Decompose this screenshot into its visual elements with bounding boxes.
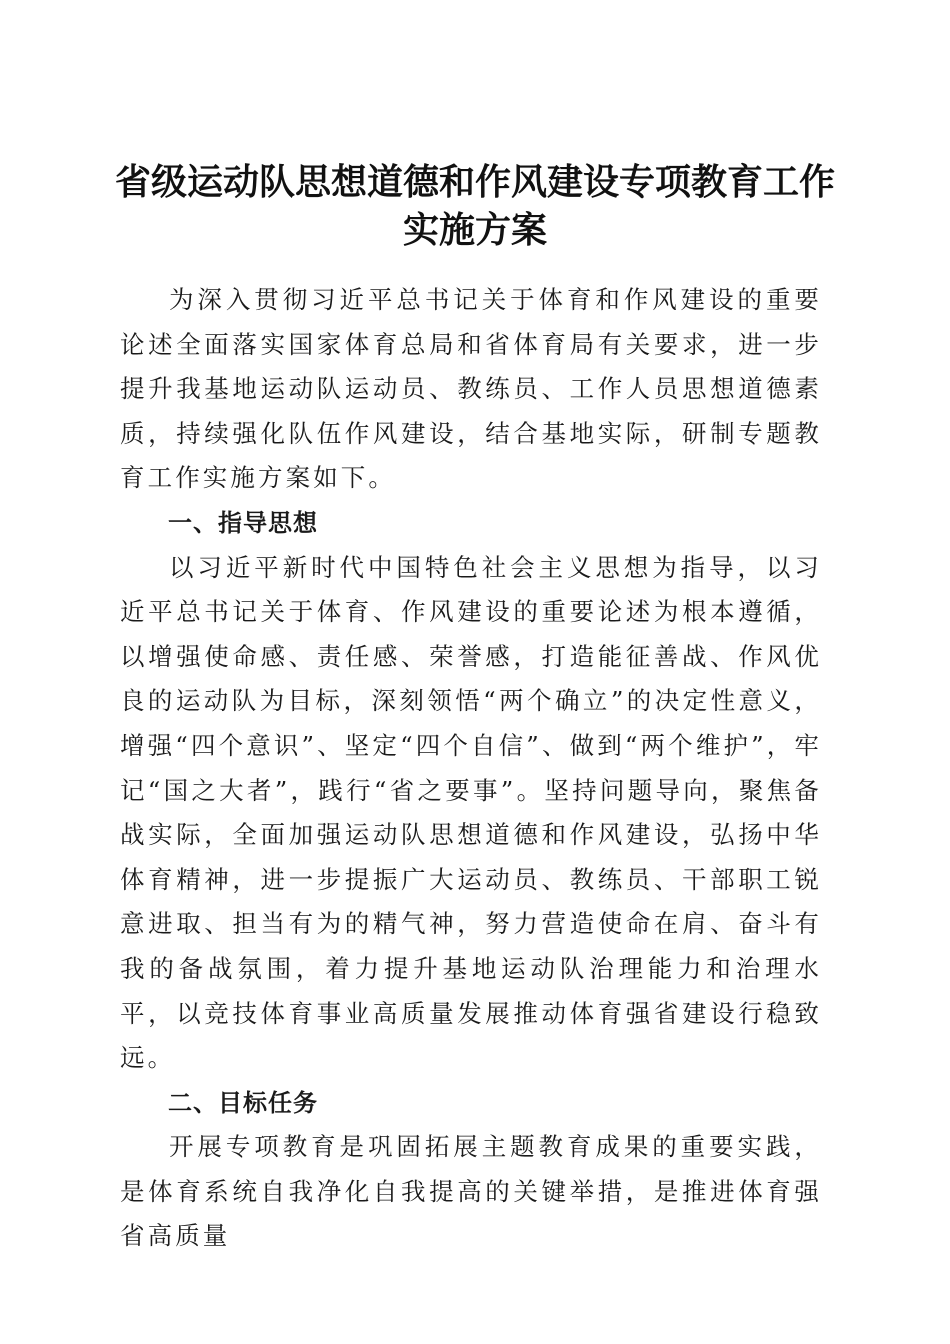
title-line-1: 省级运动队思想道德和作风建设专项教育工作 xyxy=(114,161,835,204)
title-line-2: 实施方案 xyxy=(402,209,547,252)
guiding-ideology-paragraph: 以习近平新时代中国特色社会主义思想为指导，以习近平总书记关于体育、作风建设的重要论述为根本遵循，以增强使命感、责任感、荣誉感，打造能征善战、作风优良的运动队为目标，深刻领悟“两个确立”的决定性意义，增强“四个意识”、坚定“四个自信”、做到“两个维护”，牢记“国之大者”，践行“省之要事”。坚持问题导向，聚焦备战实际，全面加强运动队思想道德和作风建设，弘扬中华体育精神，进一步提振广大运动员、教练员、干部职工锐意进取、担当有为的精气神，努力营造使命在肩、奋斗有我的备战氛围，着力提升基地运动队治理能力和治理水平，以竞技体育事业高质量发展推动体育强省建设行稳致远。 xyxy=(120,552,822,1073)
document-title xyxy=(100,158,850,254)
section-heading-guiding-ideology: 一、指导思想 xyxy=(168,508,318,537)
section-heading-goals-tasks: 二、目标任务 xyxy=(168,1088,318,1117)
intro-paragraph: 为深入贯彻习近平总书记关于体育和作风建设的重要论述全面落实国家体育总局和省体育局有关要求，进一步提升我基地运动队运动员、教练员、工作人员思想道德素质，持续强化队伍作风建设，结合基地实际，研制专题教育工作实施方案如下。 xyxy=(120,285,822,493)
document-body xyxy=(120,278,822,1259)
goals-tasks-paragraph: 开展专项教育是巩固拓展主题教育成果的重要实践，是体育系统自我净化自我提高的关键举措，是推进体育强省高质量 xyxy=(120,1132,822,1251)
